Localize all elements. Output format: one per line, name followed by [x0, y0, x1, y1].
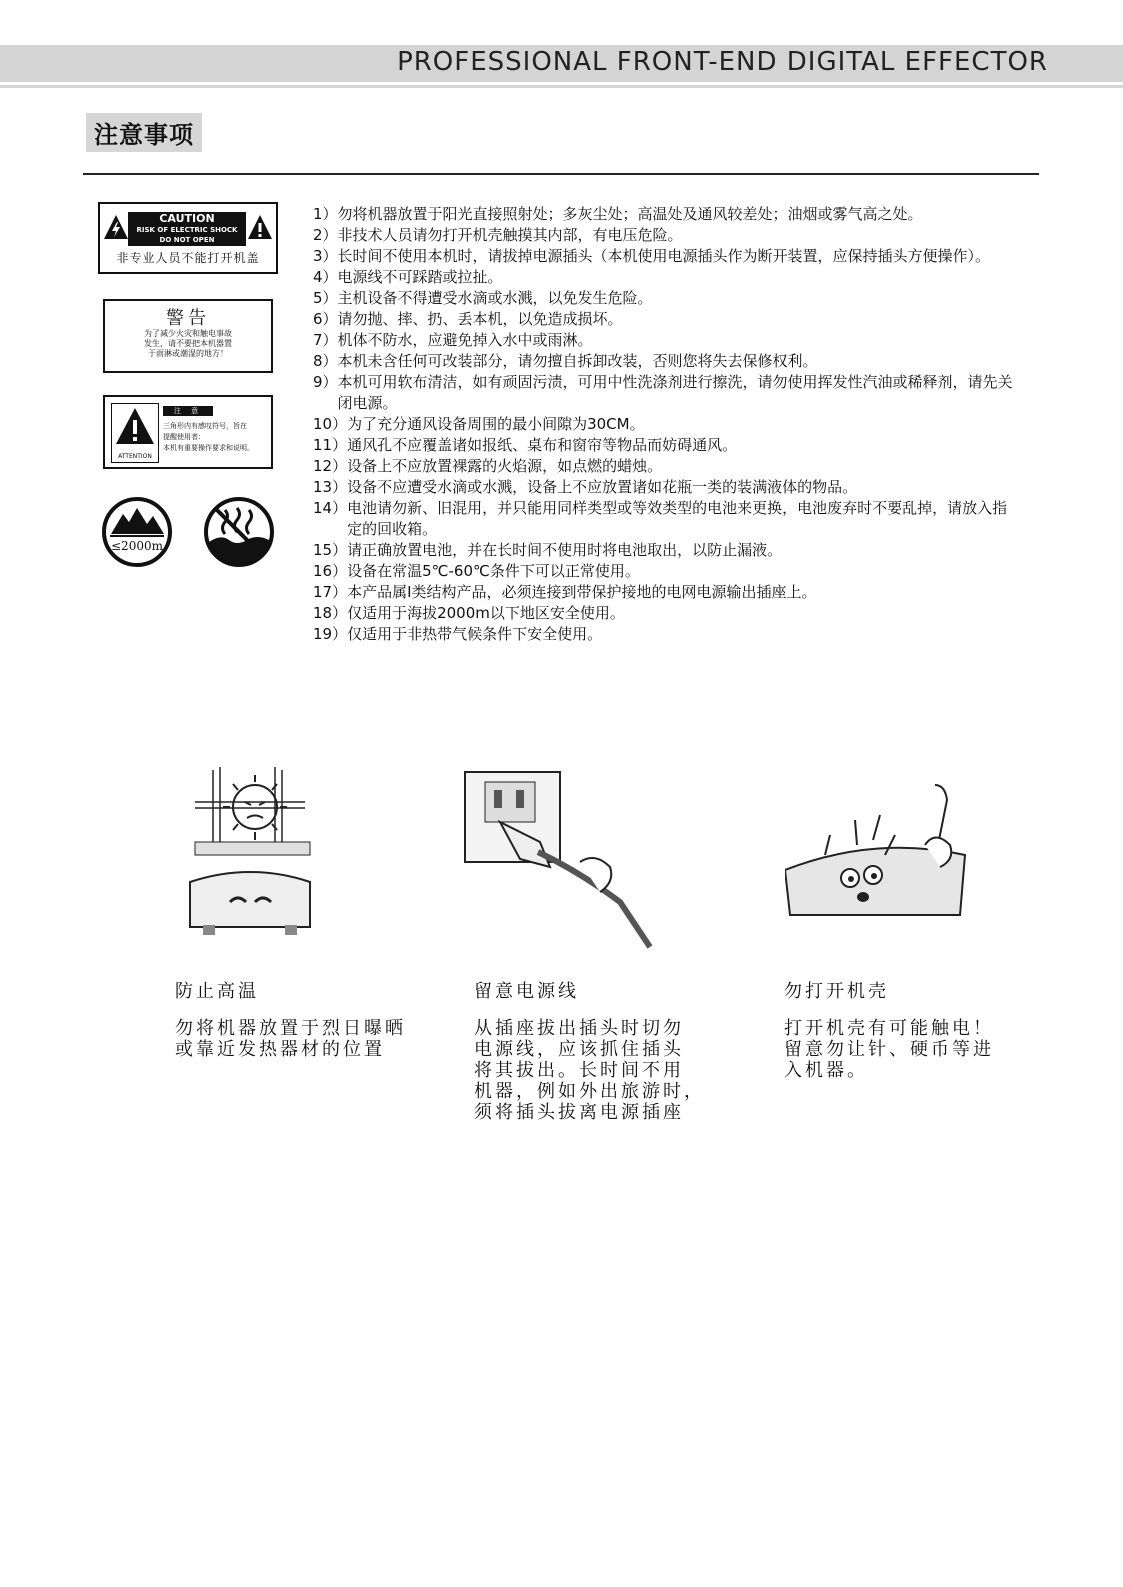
attention-line1: 三角形内有感叹符号，旨在 [163, 422, 247, 430]
note-item: 1） 勿将机器放置于阳光直接照射处；多灰尘处；高温处及通风较差处；油烟或雾气高之处。 [313, 205, 923, 223]
panel-title-heat: 防止高温 [175, 981, 259, 1002]
warning-line2: 发生，请不要把本机器置 [144, 339, 232, 348]
caution-line1: RISK OF ELECTRIC SHOCK [136, 226, 238, 234]
attention-icon-box [111, 403, 159, 463]
attention-label [103, 395, 273, 469]
note-item: 12） 设备上不应放置裸露的火焰源，如点燃的蜡烛。 [313, 457, 663, 475]
warning-title: 警告 [166, 308, 210, 329]
note-item: 18） 仅适用于海拔2000m以下地区安全使用。 [313, 604, 625, 622]
electric-shock-warning-icon [103, 214, 129, 240]
note-item: 7） 机体不防水，应避免掉入水中或雨淋。 [313, 331, 593, 349]
warning-label [103, 299, 273, 373]
open-case-illustration [785, 775, 975, 920]
caution-title: CAUTION [159, 212, 215, 225]
caution-line2: DO NOT OPEN [159, 236, 215, 244]
note-item: 3） 长时间不使用本机时，请拔掉电源插头（本机使用电源插头作为断开装置，应保持插头方便操作）。 [313, 247, 991, 265]
attention-line2: 提醒使用者： [163, 433, 205, 441]
warning-line1: 为了减少火灾和触电事故 [144, 329, 232, 338]
warning-line3: 于雨淋或潮湿的地方！ [148, 349, 228, 358]
caution-footer: 非专业人员不能打开机盖 [116, 251, 260, 265]
note-item: 16） 设备在常温5℃-60℃条件下可以正常使用。 [313, 562, 640, 580]
note-item: 14） 电池请勿新、旧混用，并只能用同样类型或等效类型的电池来更换，电池废弃时不要乱掉，请放入指定的回收箱。 [313, 499, 1008, 538]
power-cord-illustration [460, 752, 660, 952]
note-item: 6） 请勿抛、摔、扔、丢本机，以免造成损坏。 [313, 310, 623, 328]
panel-text-heat: 勿将机器放置于烈日曝晒 或靠近发热器材的位置 [175, 1018, 406, 1060]
caution-band [128, 212, 246, 246]
non-tropical-climate-icon [203, 496, 275, 568]
panel-title-cord: 留意电源线 [474, 981, 579, 1002]
panel-text-cord: 从插座拔出插头时切勿 电源线，应该抓住插头 将其拔出。长时间不用 机器，例如外出旅游时， 须将插头拔离电源插座 [474, 1018, 705, 1123]
sun-heat-illustration [185, 762, 325, 947]
note-item: 17） 本产品属I类结构产品，必须连接到带保护接地的电网电源输出插座上。 [313, 583, 817, 601]
header-title: PROFESSIONAL FRONT-END DIGITAL EFFECTOR [397, 47, 1048, 77]
section-title: 注意事项 [86, 113, 202, 152]
attention-header: 注 意 [163, 406, 213, 416]
attention-body [163, 421, 271, 454]
note-item: 2） 非技术人员请勿打开机壳触摸其内部，有电压危险。 [313, 226, 683, 244]
note-item: 15） 请正确放置电池，并在长时间不使用时将电池取出，以防止漏液。 [313, 541, 783, 559]
note-item: 10） 为了充分通风设备周围的最小间隙为30CM。 [313, 415, 645, 433]
note-item: 9） 本机可用软布清洁，如有顽固污渍，可用中性洗涤剂进行擦洗，请勿使用挥发性汽油或稀释剂，请先关闭电源。 [313, 373, 1013, 412]
note-item: 11） 通风孔不应覆盖诸如报纸、桌布和窗帘等物品而妨碍通风。 [313, 436, 738, 454]
note-item: 13） 设备不应遭受水滴或水溅，设备上不应放置诸如花瓶一类的装满液体的物品。 [313, 478, 858, 496]
attention-line3: 本机有重要操作要求和说明。 [163, 444, 254, 452]
exclamation-warning-icon [247, 214, 273, 240]
notes-list [313, 204, 1018, 645]
section-divider [83, 173, 1039, 175]
panel-text-case: 打开机壳有可能触电！ 留意勿让针、硬币等进 入机器。 [784, 1018, 994, 1081]
attention-triangle-icon [112, 404, 158, 448]
panel-title-case: 勿打开机壳 [784, 981, 889, 1002]
note-item: 5） 主机设备不得遭受水滴或水溅，以免发生危险。 [313, 289, 653, 307]
altitude-limit-text: ≤2000m [111, 539, 163, 553]
caution-label [98, 202, 278, 274]
note-item: 4） 电源线不可踩踏或拉扯。 [313, 268, 503, 286]
altitude-limit-icon [101, 496, 173, 568]
note-item: 8） 本机未含任何可改装部分，请勿擅自拆卸改装，否则您将失去保修权利。 [313, 352, 818, 370]
header-underline [0, 85, 1123, 88]
note-item: 19） 仅适用于非热带气候条件下安全使用。 [313, 625, 603, 643]
attention-icon-label: ATTENTION [118, 453, 152, 460]
